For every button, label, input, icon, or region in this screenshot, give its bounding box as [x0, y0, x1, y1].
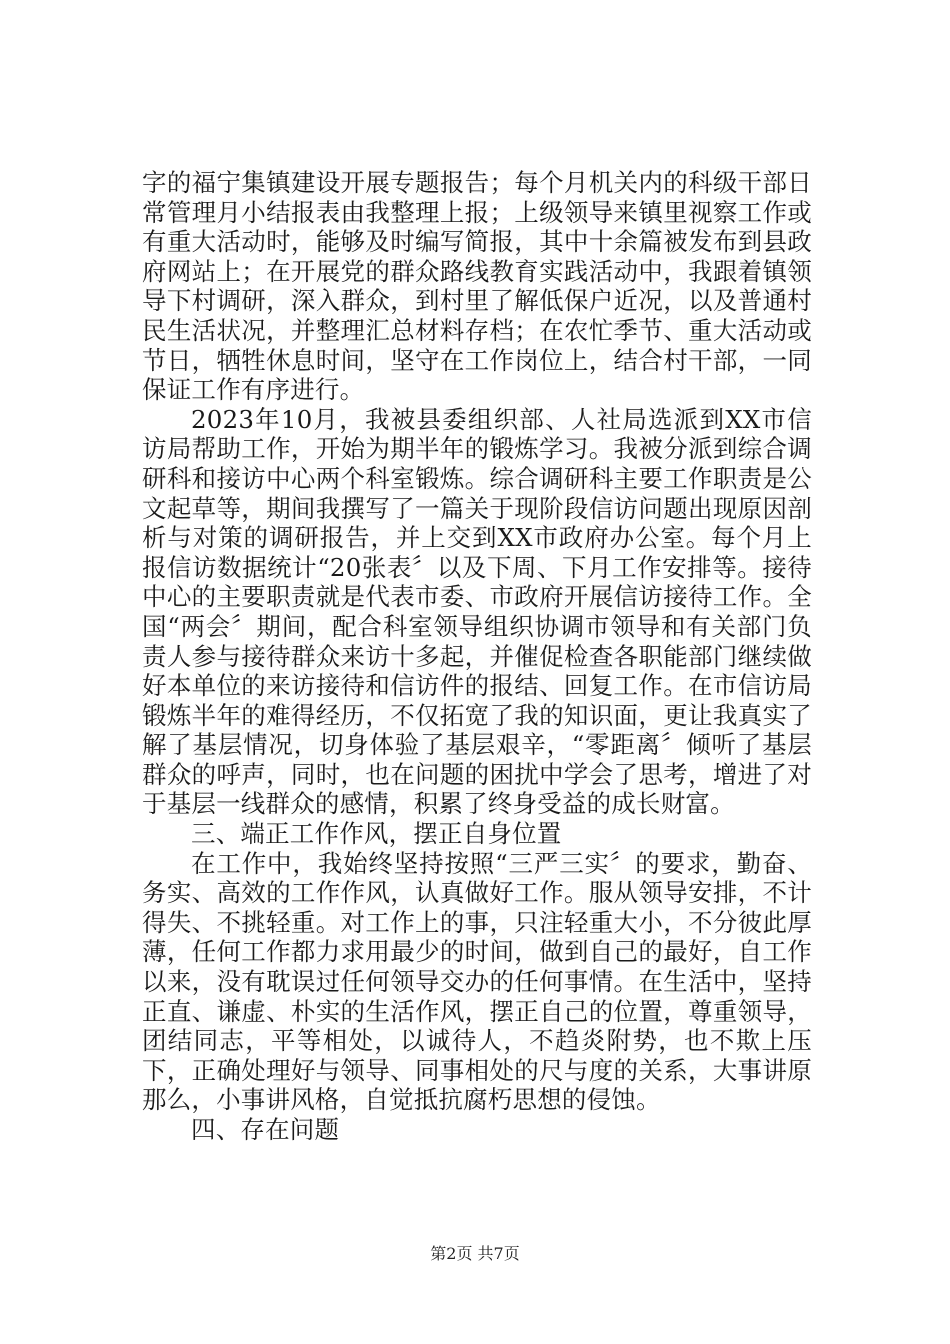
document-body	[142, 168, 812, 1145]
page-number-footer: 第2页 共7页	[430, 1244, 520, 1263]
paragraph-work-summary: 字的福宁集镇建设开展专题报告；每个月机关内的科级干部日常管理月小结报表由我整理上报；上级领导来镇里视察工作或有重大活动时，能够及时编写简报，其中十余篇被发布到县政府网站上；在开展党的群众路线教育实践活动中，我跟着镇领导下村调研，深入群众，到村里了解低保户近况，以及普通村民生活状况，并整理汇总材料存档；在农忙季节、重大活动或节日，牺牲休息时间，坚守在工作岗位上，结合村干部，一同保证工作有序进行。	[142, 168, 812, 405]
paragraph-petition-bureau: 2023年10月，我被县委组织部、人社局选派到XX市信访局帮助工作，开始为期半年的锻炼学习。我被分派到综合调研科和接访中心两个科室锻炼。综合调研科主要工作职责是公文起草等，期间我撰写了一篇关于现阶段信访问题出现原因剖析与对策的调研报告，并上交到XX市政府办公室。每个月上报信访数据统计“20张表〞以及下周、下月工作安排等。接待中心的主要职责就是代表市委、市政府开展信访接待工作。全国“两会〞期间，配合科室领导组织协调市领导和有关部门负责人参与接待群众来访十多起，并催促检查各职能部门继续做好本单位的来访接待和信访件的报结、回复工作。在市信访局锻炼半年的难得经历，不仅拓宽了我的知识面，更让我真实了解了基层情况，切身体验了基层艰辛，“零距离〞倾听了基层群众的呼声，同时，也在问题的困扰中学会了思考，增进了对于基层一线群众的感情，积累了终身受益的成长财富。	[142, 404, 812, 819]
section-heading-work-style: 三、端正工作作风，摆正自身位置	[191, 819, 562, 849]
section-heading-problems: 四、存在问题	[191, 1115, 340, 1144]
paragraph-work-style: 在工作中，我始终坚持按照“三严三实〞的要求，勤奋、务实、高效的工作作风，认真做好工作。服从领导安排，不计得失、不挑轻重。对工作上的事，只注轻重大小，不分彼此厚薄，任何工作都力求用最少的时间，做到自己的最好，自工作以来，没有耽误过任何领导交办的任何事情。在生活中，坚持正直、谦虚、朴实的生活作风，摆正自己的位置，尊重领导，团结同志，平等相处，以诚待人，不趋炎附势，也不欺上压下，正确处理好与领导、同事相处的尺与度的关系，大事讲原那么，小事讲风格，自觉抵抗腐朽思想的侵蚀。	[142, 848, 812, 1115]
